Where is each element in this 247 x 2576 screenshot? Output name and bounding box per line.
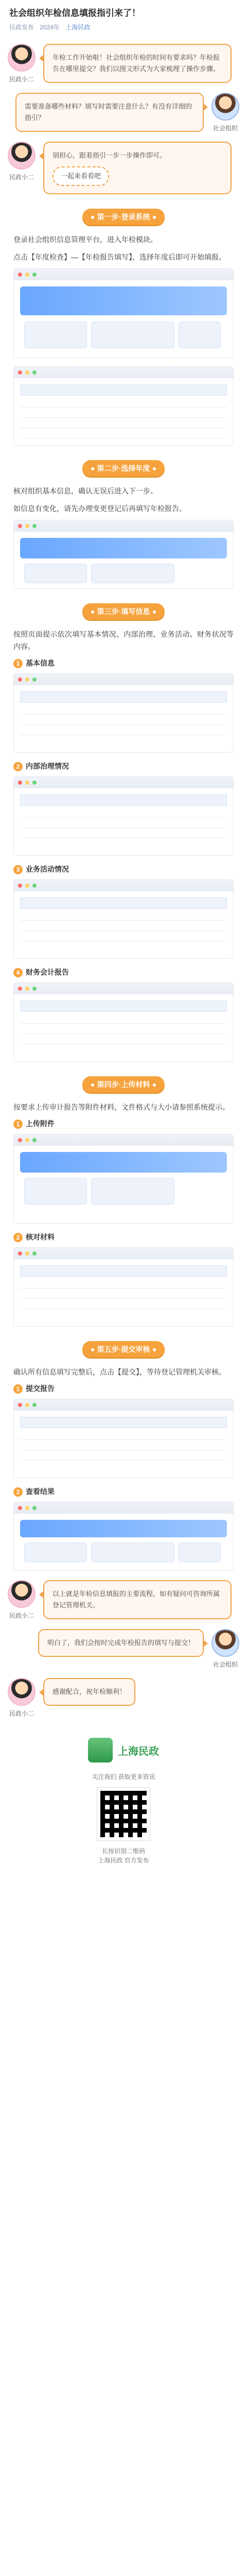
subhead bbox=[13, 1383, 234, 1394]
dialog-row-5 bbox=[0, 1629, 247, 1669]
screenshot-panel bbox=[13, 366, 234, 446]
section-title: 第一步·登录系统 bbox=[97, 213, 150, 221]
section-text bbox=[0, 485, 247, 515]
section-title: 第四步·上传材料 bbox=[97, 1080, 150, 1089]
cta-pill: 一起来看看吧 bbox=[52, 166, 109, 186]
dot-icon bbox=[153, 216, 156, 219]
paragraph: 登录社会组织信息管理平台，进入年检模块。 bbox=[13, 235, 157, 244]
dot-icon bbox=[91, 1083, 94, 1087]
screenshot-panel bbox=[13, 1247, 234, 1327]
article-meta bbox=[9, 23, 238, 31]
number-badge: 2 bbox=[13, 1233, 23, 1242]
subhead bbox=[13, 761, 234, 771]
paragraph: 按要求上传审计报告等附件材料，文件格式与大小请参照系统提示。 bbox=[13, 1103, 230, 1111]
window-bar bbox=[14, 983, 233, 994]
avatar-block bbox=[210, 93, 241, 132]
screenshot-table bbox=[14, 891, 233, 958]
dot-icon bbox=[91, 216, 94, 219]
subhead bbox=[13, 864, 234, 874]
dot-icon bbox=[153, 611, 156, 614]
screenshot-panel bbox=[13, 1399, 234, 1478]
avatar-name: 民政小二 bbox=[9, 1612, 34, 1619]
dot-icon bbox=[91, 467, 94, 470]
subhead-label: 基本信息 bbox=[26, 659, 55, 667]
subhead-label: 核对材料 bbox=[26, 1233, 55, 1241]
dialog-row-2 bbox=[0, 93, 247, 132]
subhead-label: 业务活动情况 bbox=[26, 865, 69, 873]
section-header bbox=[82, 209, 165, 225]
window-bar bbox=[14, 367, 233, 378]
speech-bubble: 年检工作开始啦！社会组织年检的时间有要求吗？年检报告在哪里提交？我们以图文形式为大家梳理了操作步骤。 bbox=[43, 44, 232, 83]
article-header bbox=[0, 0, 247, 35]
dialog-row-4 bbox=[0, 1580, 247, 1620]
window-bar bbox=[14, 269, 233, 280]
avatar-name: 民政小二 bbox=[9, 174, 34, 181]
window-bar bbox=[14, 1134, 233, 1146]
screenshot-table bbox=[14, 1411, 233, 1478]
window-bar bbox=[14, 520, 233, 532]
avatar bbox=[8, 44, 36, 72]
paragraph: 点击【年度检查】—【年检报告填写】，选择年度后即可开始填报。 bbox=[13, 253, 226, 261]
number-badge: 3 bbox=[13, 865, 23, 874]
subhead-label: 查看结果 bbox=[26, 1487, 55, 1496]
avatar bbox=[8, 142, 36, 170]
number-badge: 4 bbox=[13, 968, 23, 977]
subhead-label: 财务会计报告 bbox=[26, 968, 69, 976]
section-header bbox=[82, 460, 165, 477]
section-text bbox=[0, 1101, 247, 1113]
bubble-text: 别担心，跟着指引一步一步操作即可。 bbox=[52, 151, 167, 159]
section-header bbox=[82, 603, 165, 620]
screenshot-body bbox=[14, 532, 233, 588]
source-label: 民政发布 bbox=[9, 24, 34, 31]
brand-name: 上海民政 bbox=[118, 1745, 159, 1757]
subhead bbox=[13, 1118, 234, 1129]
paragraph: 核对组织基本信息，确认无误后进入下一步。 bbox=[13, 487, 157, 495]
avatar-name: 社会组织 bbox=[213, 1661, 238, 1668]
account-link[interactable]: 上海民政 bbox=[65, 24, 91, 31]
screenshot-panel bbox=[13, 520, 234, 589]
window-bar bbox=[14, 674, 233, 685]
qr-code-icon[interactable] bbox=[97, 1788, 150, 1840]
section-header bbox=[82, 1076, 165, 1093]
spacer bbox=[0, 1865, 247, 1874]
footer-logo bbox=[59, 1732, 188, 1768]
section-text bbox=[0, 233, 247, 263]
avatar-block bbox=[6, 44, 37, 83]
section-header bbox=[82, 1341, 165, 1358]
footer-text: 长按识别二维码 bbox=[101, 1848, 145, 1855]
screenshot-table bbox=[14, 685, 233, 752]
screenshot-panel bbox=[13, 1134, 234, 1224]
dot-icon bbox=[153, 1083, 156, 1087]
screenshot-body bbox=[14, 1146, 233, 1223]
number-badge: 1 bbox=[13, 1384, 23, 1394]
avatar-block bbox=[210, 1629, 241, 1669]
number-badge: 2 bbox=[13, 1487, 23, 1497]
screenshot-panel bbox=[13, 268, 234, 358]
avatar-name: 民政小二 bbox=[9, 76, 34, 83]
avatar bbox=[211, 93, 239, 121]
avatar-block bbox=[6, 1678, 37, 1718]
paragraph: 如信息有变化，请先办理变更登记后再填写年检报告。 bbox=[13, 504, 186, 513]
avatar-name: 民政小二 bbox=[9, 1710, 34, 1717]
screenshot-body bbox=[14, 1514, 233, 1570]
screenshot-panel bbox=[13, 982, 234, 1062]
avatar bbox=[8, 1580, 36, 1608]
dot-icon bbox=[91, 1348, 94, 1351]
subhead-label: 上传附件 bbox=[26, 1120, 55, 1128]
avatar bbox=[8, 1678, 36, 1706]
dialog-row-3 bbox=[0, 142, 247, 194]
subhead-label: 提交报告 bbox=[26, 1384, 55, 1393]
footer-text: 关注我们 获取更多资讯 bbox=[92, 1773, 155, 1781]
article-title: 社会组织年检信息填报指引来了！ bbox=[9, 8, 140, 18]
footer-text: 上海民政 官方发布 bbox=[98, 1857, 149, 1864]
date-label: 2024年 bbox=[40, 24, 60, 31]
logo-icon bbox=[88, 1738, 113, 1762]
window-bar bbox=[14, 1248, 233, 1259]
window-bar bbox=[14, 1399, 233, 1411]
window-bar bbox=[14, 1502, 233, 1514]
dialog-row-6 bbox=[0, 1678, 247, 1718]
paragraph: 按照页面提示依次填写基本情况、内部治理、业务活动、财务状况等内容。 bbox=[13, 630, 234, 651]
number-badge: 2 bbox=[13, 762, 23, 771]
section-title: 第二步·选择年度 bbox=[97, 464, 150, 472]
screenshot-panel bbox=[13, 1502, 234, 1571]
section-title: 第三步·填写信息 bbox=[97, 607, 150, 616]
dot-icon bbox=[153, 467, 156, 470]
dialog-row-1 bbox=[0, 44, 247, 83]
subhead bbox=[13, 1232, 234, 1242]
window-bar bbox=[14, 880, 233, 891]
screenshot-panel bbox=[13, 673, 234, 753]
screenshot-table bbox=[14, 994, 233, 1061]
avatar-block bbox=[6, 142, 37, 181]
window-bar bbox=[14, 777, 233, 788]
speech-bubble bbox=[43, 142, 232, 194]
screenshot-panel bbox=[13, 776, 234, 856]
dot-icon bbox=[91, 611, 94, 614]
speech-bubble: 以上就是年检信息填报的主要流程，如有疑问可咨询所属登记管理机关。 bbox=[43, 1580, 232, 1619]
section-text bbox=[0, 1366, 247, 1378]
speech-bubble: 明白了，我们会按时完成年检报告的填写与提交！ bbox=[38, 1629, 204, 1657]
section-text bbox=[0, 628, 247, 653]
paragraph: 确认所有信息填写完整后，点击【提交】，等待登记管理机关审核。 bbox=[13, 1368, 226, 1376]
subhead bbox=[13, 1486, 234, 1497]
screenshot-body bbox=[14, 280, 233, 358]
avatar-name: 社会组织 bbox=[213, 125, 238, 132]
dot-icon bbox=[153, 1348, 156, 1351]
number-badge: 1 bbox=[13, 659, 23, 668]
subhead-label: 内部治理情况 bbox=[26, 762, 69, 770]
avatar bbox=[211, 1629, 239, 1657]
avatar-block bbox=[6, 1580, 37, 1620]
section-title: 第五步·提交审核 bbox=[97, 1345, 150, 1353]
speech-bubble: 需要准备哪些材料？填写时需要注意什么？有没有详细的指引？ bbox=[15, 93, 204, 132]
screenshot-panel bbox=[13, 879, 234, 959]
screenshot-table bbox=[14, 1259, 233, 1326]
screenshot-table bbox=[14, 788, 233, 855]
subhead bbox=[13, 658, 234, 668]
speech-bubble: 感谢配合，祝年检顺利！ bbox=[43, 1678, 135, 1706]
subhead bbox=[13, 967, 234, 977]
number-badge: 1 bbox=[13, 1120, 23, 1129]
screenshot-table bbox=[14, 378, 233, 445]
